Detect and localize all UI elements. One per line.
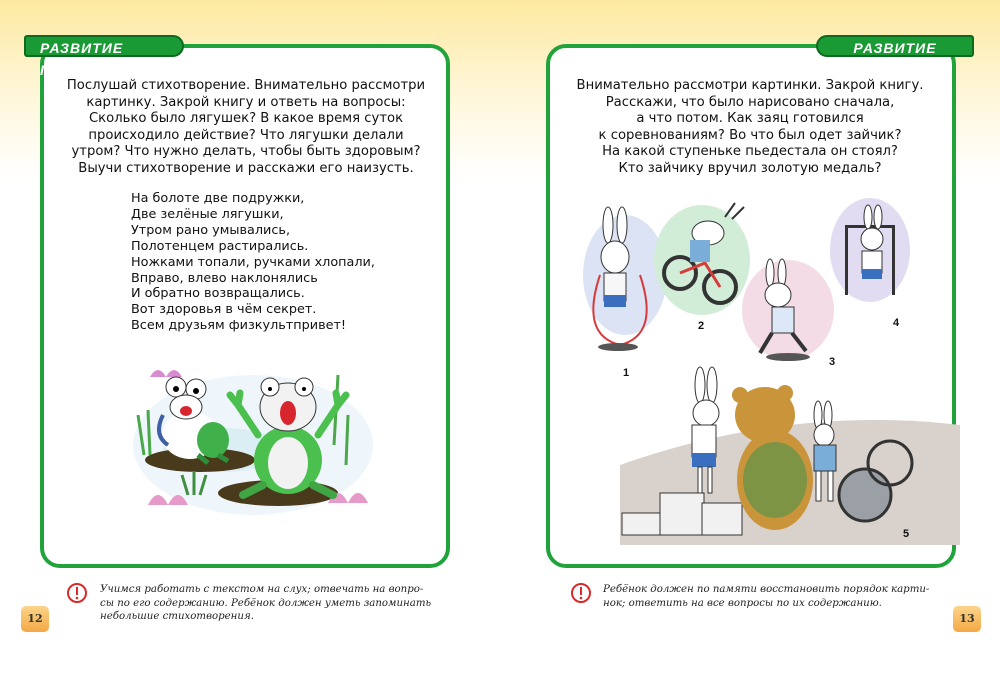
- right-intro: [566, 78, 934, 178]
- note-line: нок; ответить на все вопросы по их содержанию.: [603, 597, 882, 609]
- intro-line: а что потом. Как заяц готовился: [636, 111, 864, 127]
- picture-number-3: 3: [829, 356, 836, 368]
- attention-icon: [64, 580, 90, 604]
- page-number-left: 12: [21, 606, 49, 632]
- note-line: сы по его содержанию. Ребёнок должен уметь запоминать: [100, 597, 432, 609]
- poem: [131, 191, 375, 334]
- hare-podium-icon: [620, 367, 960, 545]
- left-section-title: РАЗВИТИЕ ПАМЯТИ: [24, 35, 184, 57]
- left-note: [100, 583, 440, 624]
- attention-icon: [568, 580, 594, 604]
- picture-number-1: 1: [623, 367, 630, 379]
- intro-line: Кто зайчику вручил золотую медаль?: [618, 160, 882, 176]
- intro-line: утром? Что нужно делать, чтобы быть здоровым?: [71, 144, 421, 160]
- picture-number-4: 4: [893, 317, 900, 329]
- poem-line: Вот здоровья в чём секрет.: [131, 302, 317, 318]
- left-intro: [62, 78, 430, 178]
- intro-line: Внимательно рассмотри картинки. Закрой книгу.: [576, 78, 924, 93]
- poem-line: Вправо, влево наклонялись: [131, 270, 318, 286]
- poem-line: Полотенцем растирались.: [131, 238, 309, 254]
- poem-line: Две зелёные лягушки,: [131, 206, 284, 222]
- page-number-right: 13: [953, 606, 981, 632]
- poem-line: Утром рано умывались,: [131, 222, 291, 238]
- hare-illustration: [560, 195, 960, 545]
- note-line: Учимся работать с текстом на слух; отвечать на вопро-: [100, 584, 424, 595]
- right-section-title: РАЗВИТИЕ ПАМЯТИ: [816, 35, 974, 57]
- note-line: небольшие стихотворения.: [100, 611, 254, 622]
- poem-line: На болоте две подружки,: [131, 191, 305, 206]
- hare-cycling-icon: [654, 203, 750, 315]
- intro-line: Расскажи, что было нарисовано сначала,: [605, 94, 895, 110]
- picture-number-2: 2: [698, 320, 705, 332]
- intro-line: к соревнованиям? Во что был одет зайчик?: [598, 127, 902, 143]
- intro-line: Выучи стихотворение и расскажи его наизусть.: [78, 160, 414, 176]
- hare-running-icon: [742, 259, 834, 361]
- poem-line: Ножками топали, ручками хлопали,: [131, 254, 375, 270]
- poem-line: И обратно возвращались.: [131, 286, 305, 302]
- picture-number-5: 5: [903, 528, 910, 540]
- poem-line: Всем друзьям физкультпривет!: [131, 318, 347, 334]
- hare-jump-rope-icon: [583, 207, 667, 351]
- frogs-illustration: [128, 355, 378, 525]
- hare-pullup-icon: [830, 198, 910, 302]
- intro-line: картинку. Закрой книгу и ответь на вопросы:: [86, 94, 406, 110]
- right-note: [603, 583, 951, 610]
- note-line: Ребёнок должен по памяти восстановить порядок карти-: [603, 584, 930, 595]
- intro-line: Сколько было лягушек? В какое время суток: [88, 111, 404, 127]
- intro-line: Послушай стихотворение. Внимательно рассмотри: [66, 78, 426, 93]
- intro-line: происходило действие? Что лягушки делали: [88, 127, 404, 143]
- intro-line: На какой ступеньке пьедестала он стоял?: [602, 144, 898, 160]
